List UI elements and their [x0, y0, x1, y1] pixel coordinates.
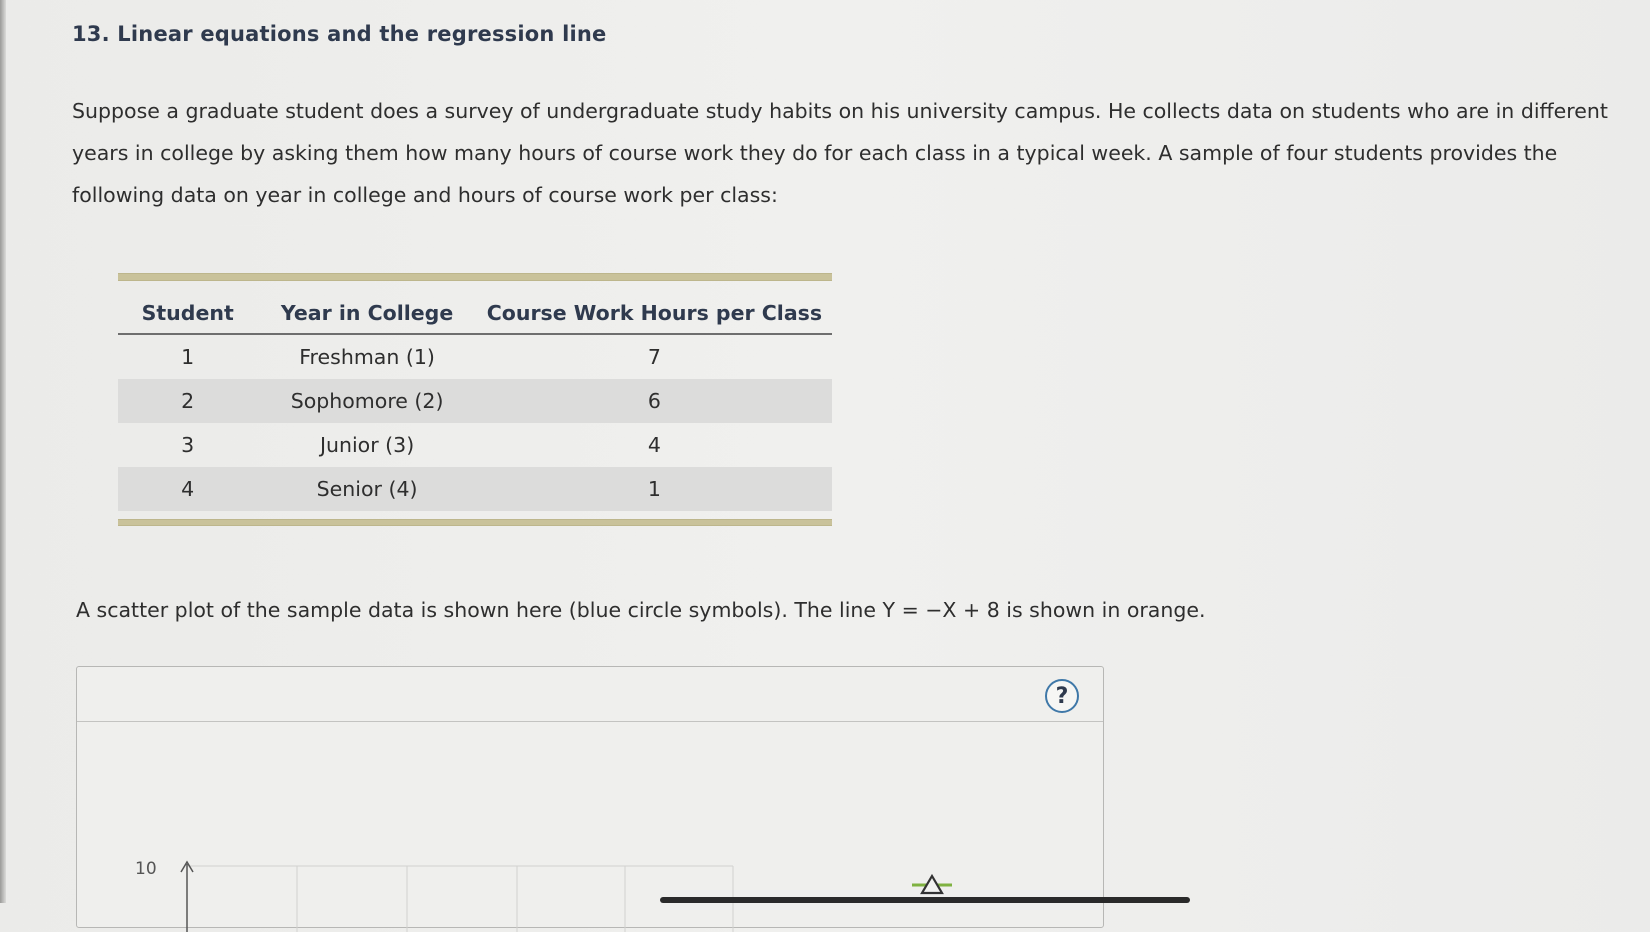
cell-year: Sophomore (2) — [257, 379, 476, 423]
device-bezel-bar — [660, 897, 1190, 903]
screen-edge — [0, 0, 6, 903]
cell-hours: 1 — [477, 467, 832, 511]
data-table-container — [118, 273, 832, 526]
table-bottom-rule — [118, 519, 832, 526]
cell-student: 4 — [118, 467, 257, 511]
arrow-up-icon — [181, 862, 193, 932]
data-table — [118, 289, 832, 511]
table-row — [118, 423, 832, 467]
table-row — [118, 379, 832, 423]
header-student: Student — [118, 289, 257, 334]
table-top-rule — [118, 273, 832, 281]
graph-toolbar — [77, 667, 1103, 722]
cell-year: Senior (4) — [257, 467, 476, 511]
cell-year: Freshman (1) — [299, 345, 435, 369]
cell-hours: 6 — [477, 379, 832, 423]
cell-year: Junior (3) — [319, 433, 415, 457]
table-header-row — [118, 289, 832, 334]
header-year: Year in College — [257, 289, 476, 334]
cell-hours: 7 — [647, 345, 661, 369]
cell-student: 1 — [181, 345, 195, 369]
cell-student: 3 — [181, 433, 195, 457]
cell-hours: 4 — [647, 433, 661, 457]
help-icon[interactable]: ? — [1045, 679, 1079, 713]
scatter-description: A scatter plot of the sample data is shown here (blue circle symbols). The line Y = −X + 8 is shown in orange. — [76, 598, 1206, 622]
table-row — [118, 334, 832, 379]
table-row — [118, 467, 832, 511]
cell-student: 2 — [118, 379, 257, 423]
y-axis-tick-label: 10 — [135, 859, 157, 879]
triangle-marker-icon[interactable] — [910, 872, 954, 898]
question-intro: Suppose a graduate student does a survey of undergraduate study habits on his university campus. He collects data on students who are in different years in college by asking them how many hours of course work they do for each class in a typical week. A sample of four students provides the following data on year in college and hours of course work per class: — [72, 99, 1608, 207]
plot-grid — [187, 866, 733, 932]
header-hours: Course Work Hours per Class — [477, 289, 832, 334]
question-title: 13. Linear equations and the regression line — [72, 22, 607, 46]
